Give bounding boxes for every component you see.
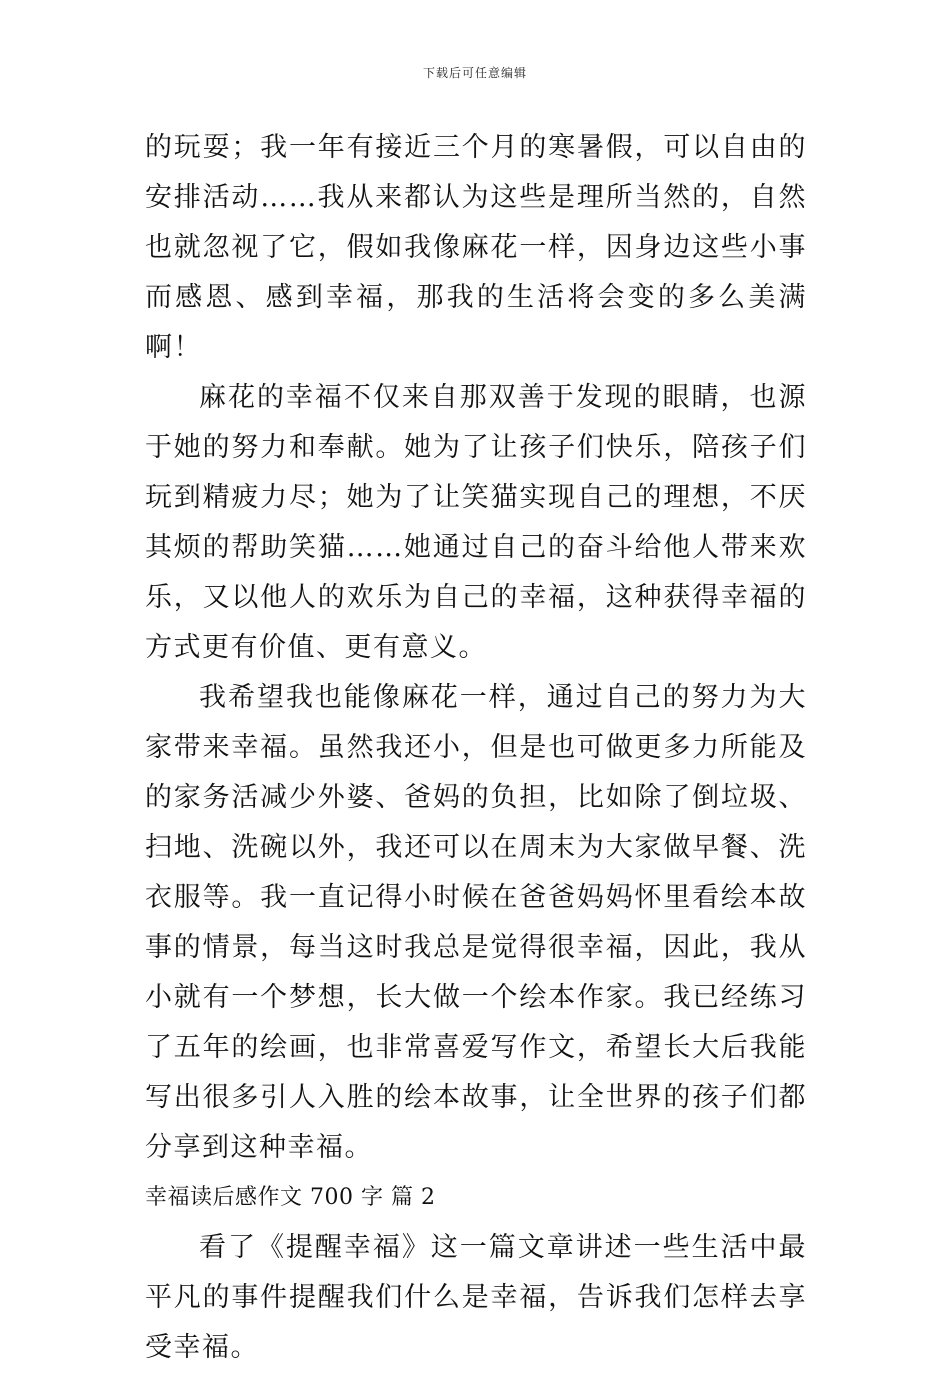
paragraph-my-hope: 我希望我也能像麻花一样，通过自己的努力为大家带来幸福。虽然我还小，但是也可做更多力所能及的家务活减少外婆、爸妈的负担，比如除了倒垃圾、扫地、洗碗以外，我还可以在周末为大家做早餐、洗衣服等。我一直记得小时候在爸爸妈妈怀里看绘本故事的情景，每当这时我总是觉得很幸福，因此，我从小就有一个梦想，长大做一个绘本作家。我已经练习了五年的绘画，也非常喜爱写作文，希望长大后我能写出很多引人入胜的绘本故事，让全世界的孩子们都分享到这种幸福。 xyxy=(145,682,807,1163)
paragraph-continuation: 的玩耍；我一年有接近三个月的寒暑假，可以自由的安排活动……我从来都认为这些是理所当然的，自然也就忽视了它，假如我像麻花一样，因身边这些小事而感恩、感到幸福，那我的生活将会变的多么美满啊！ xyxy=(145,132,807,363)
section-heading: 幸福读后感作文 700 字 篇 2 xyxy=(145,1185,436,1210)
paragraph-section-intro: 看了《提醒幸福》这一篇文章讲述一些生活中最平凡的事件提醒我们什么是幸福，告诉我们怎样去享受幸福。 xyxy=(145,1232,807,1363)
document-body xyxy=(145,123,807,1373)
page-header-note: 下载后可任意编辑 xyxy=(422,66,527,80)
paragraph-mahua-effort: 麻花的幸福不仅来自那双善于发现的眼睛，也源于她的努力和奉献。她为了让孩子们快乐，陪孩子们玩到精疲力尽；她为了让笑猫实现自己的理想，不厌其烦的帮助笑猫……她通过自己的奋斗给他人带来欢乐，又以他人的欢乐为自己的幸福，这种获得幸福的方式更有价值、更有意义。 xyxy=(145,382,807,663)
